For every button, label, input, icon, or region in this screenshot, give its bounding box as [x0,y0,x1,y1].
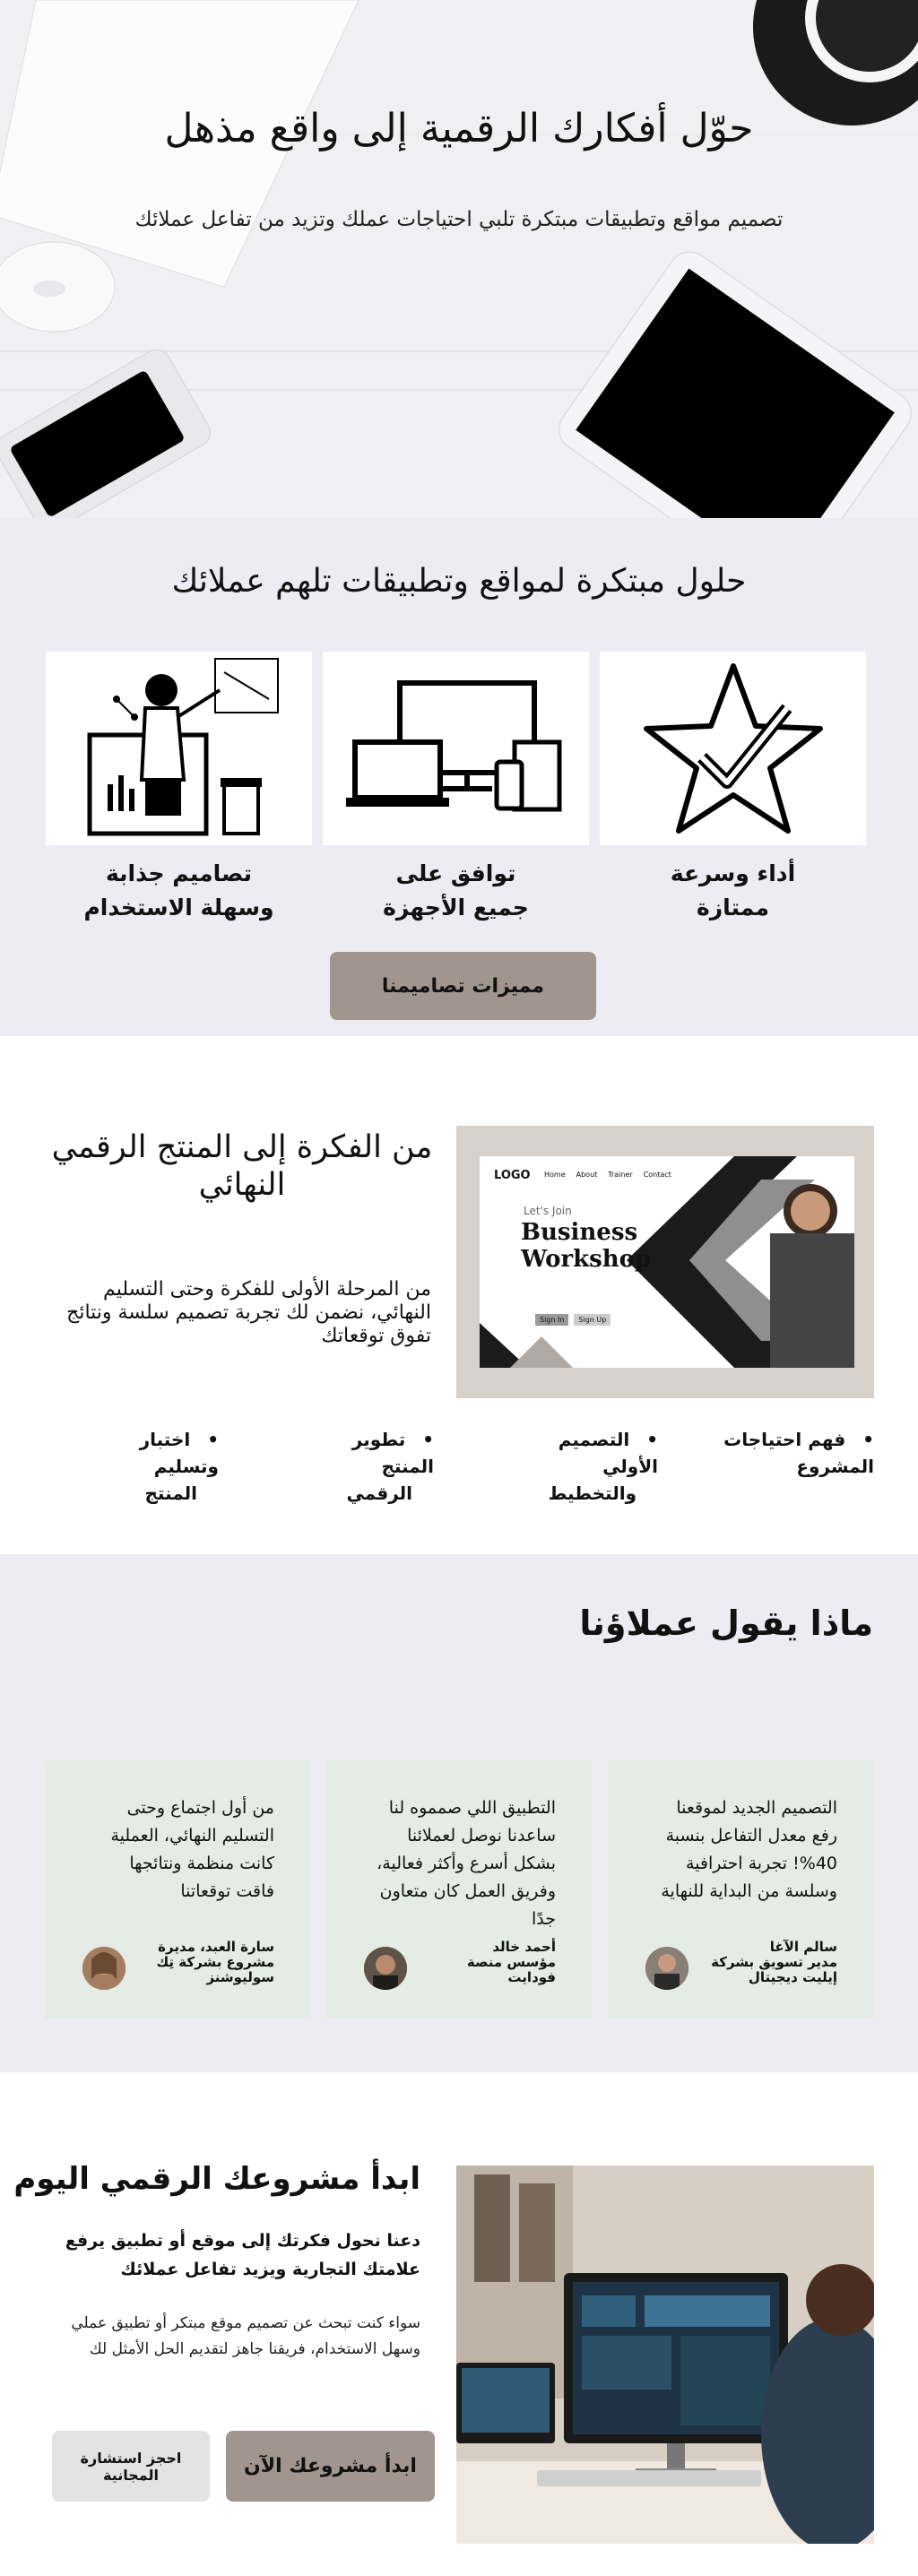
developer-desk-photo [456,2165,874,2544]
hero-desk-photo [0,0,918,518]
testimonial-quote: التطبيق اللي صمموه لنا ساعدنا نوصل لعملائنا بشكل أسرع وأكثر فعالية، وفريق العمل كان متعاون جدًا [377,1798,556,1929]
feature-title-design: تصاميم جذابة وسهلة الاستخدام [83,860,274,921]
feature-card-design [46,652,312,845]
cta-lead: دعنا نحول فكرتك إلى موقع أو تطبيق يرفع علامتك التجارية ويزيد تفاعل عملائك [65,2231,420,2279]
process-step-2: • التصميم الأولي والتخطيط [506,1426,658,1507]
testimonial-author: أحمد خالد مؤسس منصة فودايت [466,1939,556,1985]
mockup-sign-up: Sign Up [574,1314,611,1326]
mockup-headline: Business Workshop [521,1219,652,1273]
features-button[interactable]: مميزات تصاميمنا [330,952,596,1020]
testimonial-author: سارة العبد، مديرة مشروع بشركة تِك سوليوشنز [156,1939,274,1985]
mockup-nav-home: Home [544,1171,566,1179]
feature-title-performance: أداء وسرعة ممتازة [670,860,796,921]
avatar [364,1947,407,1990]
feature-card-devices [323,652,589,845]
book-consultation-button[interactable]: احجز استشارة المجانية [52,2431,210,2502]
hero-subtitle: تصميم مواقع وتطبيقات مبتكرة تلبي احتياجات عملك وتزيد من تفاعل عملائك [134,208,784,231]
process-description: من المرحلة الأولى للفكرة وحتى التسليم النهائي، نضمن لك تجربة تصميم سلسة ونتائج تفوق توقعاتك [66,1278,431,1347]
mockup-nav-contact: Contact [643,1171,671,1179]
testimonials-section [0,1554,918,2072]
workshop-mockup-image [456,1126,874,1398]
mockup-nav-trainer: Trainer [608,1171,633,1179]
mockup-logo: LOGO [494,1169,531,1182]
features-title: حلول مبتكرة لمواقع وتطبيقات تلهم عملائك [171,563,747,600]
start-project-button[interactable]: ابدأ مشروعك الآن [226,2431,435,2502]
testimonial-card [45,1760,310,2018]
testimonial-card [608,1760,873,2018]
cta-title: ابدأ مشروعك الرقمي اليوم [13,2161,420,2197]
process-step-4: • اختبار وتسليم المنتج [84,1426,219,1507]
process-title: من الفكرة إلى المنتج الرقمي النهائي [51,1129,433,1203]
avatar [82,1947,126,1990]
star-check-icon [630,659,836,838]
testimonial-card [326,1760,592,2018]
avatar [645,1947,688,1990]
testimonials-title: ماذا يقول عملاؤنا [579,1604,873,1643]
feature-card-performance [600,652,866,845]
process-step-3: • تطوير المنتج الرقمي [299,1426,434,1507]
hero-section [0,0,918,518]
developer-desk-graphic [456,2165,874,2544]
feature-title-devices: توافق على جميع الأجهزة [383,860,529,921]
testimonial-quote: التصميم الجديد لموقعنا رفع معدل التفاعل بنسبة 40%! تجربة احترافية وسلسة من البداية للنهاية [661,1798,837,1901]
workshop-mockup-graphic [456,1126,874,1398]
process-step-1: • فهم احتياجات المشروع [686,1426,874,1480]
mockup-sign-in: Sign In [535,1314,568,1326]
designer-illustration-icon [63,654,296,843]
mockup-buttons [535,1314,611,1326]
process-section [0,1036,918,1554]
testimonial-author: سالم الآغا مدير تسويق بشركة إيليت ديجيتال [711,1939,837,1985]
hero-title: حوّل أفكارك الرقمية إلى واقع مذهل [164,106,754,151]
mockup-nav-about: About [576,1171,598,1179]
devices-icon [344,672,568,825]
mockup-nav [544,1171,671,1179]
cta-body: سواء كنت تبحث عن تصميم موقع مبتكر أو تطبيق عملي وسهل الاستخدام، فريقنا جاهز لتقديم الحل الأمثل لك [71,2314,420,2358]
mockup-tagline: Let's Join [524,1205,572,1217]
testimonial-quote: من أول اجتماع وحتى التسليم النهائي، العملية كانت منظمة ونتائجها فاقت توقعاتنا [110,1798,274,1901]
cta-section [0,2072,918,2576]
